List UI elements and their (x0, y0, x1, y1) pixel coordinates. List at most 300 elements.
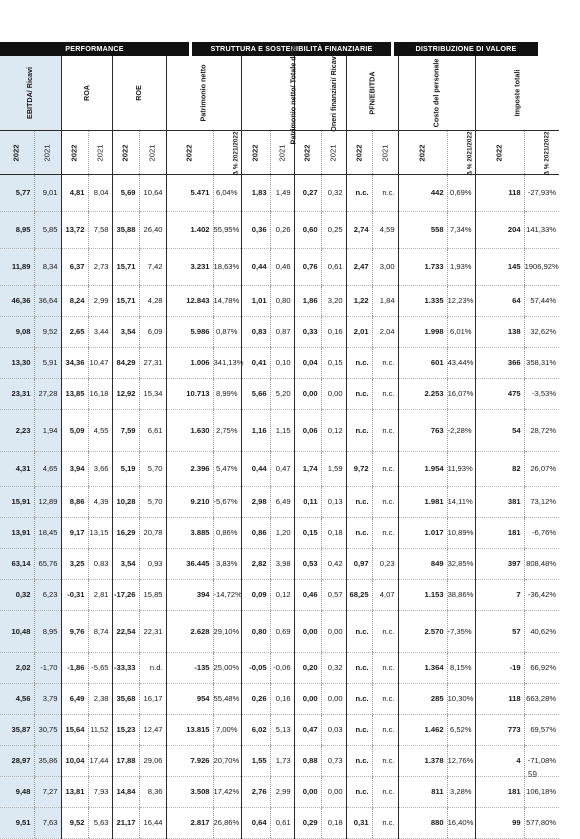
table-cell: n.c. (372, 517, 398, 548)
table-cell: 118 (475, 174, 524, 211)
table-cell: n.c. (372, 347, 398, 378)
metric-roa (61, 56, 112, 130)
table-cell: 0,15 (294, 517, 321, 548)
year-label: 2022 (120, 144, 130, 161)
table-cell: 1.630 (166, 409, 213, 451)
table-cell: 3.885 (166, 517, 213, 548)
metric-pn-debiti (241, 41, 297, 145)
table-cell: -19 (475, 652, 524, 683)
table-cell: 7 (475, 579, 524, 610)
year-label: 2022 (69, 144, 79, 161)
group-struttura: STRUTTURA E SOSTENIBILITÀ FINANZIARIE (192, 42, 391, 56)
table-cell: 1.335 (398, 285, 447, 316)
table-cell: 808,48% (524, 548, 559, 579)
table-cell: 11,52 (88, 714, 112, 745)
table-cell: 7,00% (213, 714, 241, 745)
table-cell: 0,15 (321, 347, 346, 378)
table-cell: 0,47 (270, 451, 294, 486)
table-cell: n.c. (372, 378, 398, 409)
table-cell: -14,72% (213, 579, 241, 610)
table-cell: 0,25 (321, 211, 346, 248)
table-cell: 82 (475, 451, 524, 486)
table-row (0, 776, 559, 807)
table-cell: 0,33 (294, 316, 321, 347)
table-cell: 12,47 (139, 714, 166, 745)
table-cell: 3,20 (321, 285, 346, 316)
table-row (0, 409, 559, 451)
table-cell: 0,83 (241, 316, 270, 347)
table-cell: 0,36 (241, 211, 270, 248)
table-cell: 35,87 (0, 714, 34, 745)
table-cell: 8,34 (34, 248, 61, 285)
table-cell: 1.017 (398, 517, 447, 548)
table-cell: 25,00% (213, 652, 241, 683)
table-cell: 1,86 (294, 285, 321, 316)
table-cell: 0,41 (241, 347, 270, 378)
table-cell: -1,86 (61, 652, 88, 683)
table-cell: 5,91 (34, 347, 61, 378)
table-cell: 381 (475, 486, 524, 517)
table-cell: 35,86 (34, 745, 61, 776)
table-cell: 28,97 (0, 745, 34, 776)
table-cell: 12.843 (166, 285, 213, 316)
table-cell: n.c. (372, 683, 398, 714)
table-cell: n.c. (346, 776, 372, 807)
year-label: 2021 (328, 144, 338, 161)
table-cell: 0,88 (294, 745, 321, 776)
table-cell: 16,07% (447, 378, 475, 409)
table-cell: 55,95% (213, 211, 241, 248)
year-label: 2022 (11, 144, 21, 161)
table-cell: 1906,92% (524, 248, 559, 285)
table-cell: 0,00 (294, 776, 321, 807)
metric-ebitda (0, 56, 61, 130)
table-cell: 0,00 (321, 378, 346, 409)
table-cell: 1.733 (398, 248, 447, 285)
table-cell: 13,91 (0, 517, 34, 548)
table-cell: 285 (398, 683, 447, 714)
table-cell: 22,31 (139, 610, 166, 652)
table-cell: 3,28% (447, 776, 475, 807)
table-cell: 145 (475, 248, 524, 285)
table-cell: 1,73 (270, 745, 294, 776)
table-cell: 0,00 (321, 683, 346, 714)
table-cell: 3.231 (166, 248, 213, 285)
table-row (0, 378, 559, 409)
table-cell: 15,64 (61, 714, 88, 745)
table-cell: 15,91 (0, 486, 34, 517)
table-cell: 3,66 (88, 451, 112, 486)
year-label: 2022 (302, 144, 312, 161)
table-cell: 0,00 (321, 776, 346, 807)
table-cell: 10,48 (0, 610, 34, 652)
table-cell: 20,78 (139, 517, 166, 548)
table-cell: 17,42% (213, 776, 241, 807)
year-label: 2022 (184, 144, 194, 161)
performance-table-sheet (0, 41, 559, 839)
table-cell: 1,74 (294, 451, 321, 486)
table-cell: 13,15 (88, 517, 112, 548)
year-header-cell (0, 130, 34, 174)
table-cell: 8,36 (139, 776, 166, 807)
table-cell: 22,54 (112, 610, 139, 652)
table-cell: 13,81 (61, 776, 88, 807)
year-label: Δ % 2021/2022 (543, 130, 551, 176)
metric-roa-label: ROA (81, 85, 91, 102)
table-cell: 63,14 (0, 548, 34, 579)
table-cell: n.c. (372, 714, 398, 745)
metric-pfn (346, 56, 398, 130)
table-cell: 8,99% (213, 378, 241, 409)
table-row (0, 807, 559, 838)
table-cell: 1,83 (241, 174, 270, 211)
table-cell: 6,52% (447, 714, 475, 745)
table-cell: 1.378 (398, 745, 447, 776)
table-cell: -135 (166, 652, 213, 683)
table-cell: 6,37 (61, 248, 88, 285)
table-cell: 6,49 (270, 486, 294, 517)
table-cell: 32,85% (447, 548, 475, 579)
table-cell: 0,61 (270, 807, 294, 838)
table-cell: n.c. (346, 409, 372, 451)
table-cell: 15,23 (112, 714, 139, 745)
table-cell: 9,08 (0, 316, 34, 347)
table-cell: 0,18 (321, 517, 346, 548)
table-cell: n.c. (346, 714, 372, 745)
table-cell: 3,83% (213, 548, 241, 579)
table-cell: 69,57% (524, 714, 559, 745)
year-header-cell (372, 130, 398, 174)
table-cell: 16,44 (139, 807, 166, 838)
table-cell: 8,95 (34, 610, 61, 652)
table-cell: 0,00 (294, 378, 321, 409)
table-cell: n.c. (372, 409, 398, 451)
table-cell: 1.462 (398, 714, 447, 745)
year-header-cell (88, 130, 112, 174)
table-cell: 17,88 (112, 745, 139, 776)
table-cell: 18,63% (213, 248, 241, 285)
table-row (0, 316, 559, 347)
table-cell: 0,31 (346, 807, 372, 838)
metric-ebitda-label: EBITDA/ Ricavi (25, 67, 35, 120)
table-row (0, 745, 559, 776)
table-cell: 3,44 (88, 316, 112, 347)
table-cell: 358,31% (524, 347, 559, 378)
metric-patrimonio-netto (166, 56, 241, 130)
table-cell: -0,06 (270, 652, 294, 683)
table-cell: 8,95 (0, 211, 34, 248)
table-cell: 2,81 (88, 579, 112, 610)
table-cell: n.c. (372, 652, 398, 683)
table-cell: 849 (398, 548, 447, 579)
table-cell: 341,13% (213, 347, 241, 378)
table-cell: 6,61 (139, 409, 166, 451)
table-cell: 2,98 (241, 486, 270, 517)
table-cell: 5,66 (241, 378, 270, 409)
table-cell: 1,22 (346, 285, 372, 316)
table-cell: 0,03 (321, 714, 346, 745)
table-cell: 0,86 (241, 517, 270, 548)
year-label: Δ % 2021/2022 (466, 130, 474, 176)
year-header-cell (112, 130, 139, 174)
table-cell: 13.815 (166, 714, 213, 745)
table-cell: 4,81 (61, 174, 88, 211)
table-cell: 11,93% (447, 451, 475, 486)
table-cell: 2,65 (61, 316, 88, 347)
table-cell: -17,26 (112, 579, 139, 610)
table-cell: 0,32 (321, 652, 346, 683)
table-cell: 0,16 (321, 316, 346, 347)
table-cell: 26,40 (139, 211, 166, 248)
table-cell: 1,20 (270, 517, 294, 548)
table-cell: 5,85 (34, 211, 61, 248)
table-cell: 0,00 (294, 683, 321, 714)
table-cell: 13,85 (61, 378, 88, 409)
table-cell: n.c. (346, 347, 372, 378)
table-cell: 2.253 (398, 378, 447, 409)
table-cell: 2,23 (0, 409, 34, 451)
table-cell: 27,28 (34, 378, 61, 409)
table-cell: 5,69 (112, 174, 139, 211)
table-cell: n.c. (346, 517, 372, 548)
table-cell: 35,68 (112, 683, 139, 714)
table-cell: -5,67% (213, 486, 241, 517)
metric-personale-label: Costo del personale (431, 58, 441, 128)
table-cell: 36.445 (166, 548, 213, 579)
table-cell: 0,69% (447, 174, 475, 211)
table-cell: 0,44 (241, 451, 270, 486)
table-cell: 10,64 (139, 174, 166, 211)
table-cell: 2,74 (346, 211, 372, 248)
table-cell: n.c. (346, 683, 372, 714)
table-cell: 0,12 (321, 409, 346, 451)
table-cell: 11,89 (0, 248, 34, 285)
metric-imposte-label: Imposte totali (512, 69, 522, 117)
table-cell: 2,75% (213, 409, 241, 451)
table-cell: n.c. (372, 451, 398, 486)
year-label: 2021 (277, 144, 287, 161)
year-header-cell (321, 130, 346, 174)
table-cell: 15,34 (139, 378, 166, 409)
table-cell: 811 (398, 776, 447, 807)
table-cell: 9,48 (0, 776, 34, 807)
group-performance: PERFORMANCE (0, 42, 189, 56)
table-cell: n.c. (372, 610, 398, 652)
table-cell: 3,79 (34, 683, 61, 714)
table-cell: 8,74 (88, 610, 112, 652)
table-cell: 5.471 (166, 174, 213, 211)
metric-oneri (294, 56, 346, 130)
year-header-cell (294, 130, 321, 174)
table-cell: 1.981 (398, 486, 447, 517)
table-cell: 118 (475, 683, 524, 714)
table-cell: 0,32 (0, 579, 34, 610)
table-cell: 5.986 (166, 316, 213, 347)
table-cell: 0,26 (270, 211, 294, 248)
table-cell: 394 (166, 579, 213, 610)
table-cell: 0,80 (270, 285, 294, 316)
table-cell: -0,05 (241, 652, 270, 683)
table-cell: 4,31 (0, 451, 34, 486)
table-cell: 1.153 (398, 579, 447, 610)
table-cell: 5,13 (270, 714, 294, 745)
table-cell: 35,88 (112, 211, 139, 248)
table-cell: 5,20 (270, 378, 294, 409)
table-cell: 34,36 (61, 347, 88, 378)
table-cell: 2,73 (88, 248, 112, 285)
table-cell: 0,97 (346, 548, 372, 579)
table-cell: 9.210 (166, 486, 213, 517)
table-cell: -27,93% (524, 174, 559, 211)
table-cell: 3,00 (372, 248, 398, 285)
metric-pn-debiti-label: Patrimonio netto/ Totale debiti (287, 41, 297, 145)
table-cell: 10.713 (166, 378, 213, 409)
table-cell: 15,85 (139, 579, 166, 610)
table-cell: 0,57 (321, 579, 346, 610)
year-header-cell (61, 130, 88, 174)
table-cell: 0,83 (88, 548, 112, 579)
table-cell: 0,80 (241, 610, 270, 652)
table-cell: n.c. (346, 174, 372, 211)
table-cell: 4,65 (34, 451, 61, 486)
table-cell: 7,63 (34, 807, 61, 838)
table-cell: 7,93 (88, 776, 112, 807)
table-row (0, 683, 559, 714)
table-cell: 6,09 (139, 316, 166, 347)
table-cell: 1,49 (270, 174, 294, 211)
table-cell: n.c. (372, 807, 398, 838)
table-cell: -0,31 (61, 579, 88, 610)
table-cell: 0,42 (321, 548, 346, 579)
table-cell: n.c. (346, 610, 372, 652)
table-cell: 16,18 (88, 378, 112, 409)
table-cell: n.c. (346, 378, 372, 409)
table-cell: 0,27 (294, 174, 321, 211)
table-cell: 20,70% (213, 745, 241, 776)
table-cell: 64 (475, 285, 524, 316)
table-row (0, 347, 559, 378)
table-cell: 5,09 (61, 409, 88, 451)
table-cell: 8,15% (447, 652, 475, 683)
table-cell: 366 (475, 347, 524, 378)
table-cell: -6,76% (524, 517, 559, 548)
table-cell: n.c. (346, 652, 372, 683)
table-cell: 0,29 (294, 807, 321, 838)
table-cell: 6,04% (213, 174, 241, 211)
table-cell: 1,15 (270, 409, 294, 451)
table-cell: 14,84 (112, 776, 139, 807)
table-cell: n.c. (346, 486, 372, 517)
table-cell: 1,94 (34, 409, 61, 451)
table-cell: 21,17 (112, 807, 139, 838)
table-row (0, 248, 559, 285)
table-cell: 0,09 (241, 579, 270, 610)
table-cell: 138 (475, 316, 524, 347)
table-cell: 7,27 (34, 776, 61, 807)
table-cell: 0,87 (270, 316, 294, 347)
table-cell: 99 (475, 807, 524, 838)
table-cell: 1,93% (447, 248, 475, 285)
table-cell: n.c. (372, 745, 398, 776)
year-header-cell (213, 130, 241, 174)
table-cell: 0,73 (321, 745, 346, 776)
table-cell: 14,11% (447, 486, 475, 517)
table-cell: 5,77 (0, 174, 34, 211)
table-cell: 0,10 (270, 347, 294, 378)
table-cell: 3.508 (166, 776, 213, 807)
table-cell: 8,86 (61, 486, 88, 517)
table-cell: 0,23 (372, 548, 398, 579)
table-row (0, 652, 559, 683)
table-cell: -3,53% (524, 378, 559, 409)
table-cell: 12,89 (34, 486, 61, 517)
table-cell: 0,13 (321, 486, 346, 517)
table-cell: 2,47 (346, 248, 372, 285)
table-cell: 18,45 (34, 517, 61, 548)
year-header-cell (166, 130, 213, 174)
table-cell: 0,16 (270, 683, 294, 714)
table-cell: n.c. (346, 745, 372, 776)
table-cell: 55,48% (213, 683, 241, 714)
table-cell: 4,55 (88, 409, 112, 451)
year-header-cell (346, 130, 372, 174)
table-cell: 3,54 (112, 316, 139, 347)
year-label: 2021 (147, 144, 157, 161)
table-cell: 1.998 (398, 316, 447, 347)
year-label: 2021 (42, 144, 52, 161)
table-row (0, 486, 559, 517)
metric-oneri-label: Oneri finanziari/ Ricavi (328, 54, 338, 132)
metric-patrimonio-netto-label: Patrimonio netto (198, 64, 208, 122)
table-cell: 181 (475, 517, 524, 548)
table-cell: 6,49 (61, 683, 88, 714)
table-cell: 5,63 (88, 807, 112, 838)
table-cell: 0,44 (241, 248, 270, 285)
table-cell: 181 (475, 776, 524, 807)
table-cell: 30,75 (34, 714, 61, 745)
table-row (0, 548, 559, 579)
table-cell: -1,70 (34, 652, 61, 683)
table-cell: 16,29 (112, 517, 139, 548)
table-cell: 10,04 (61, 745, 88, 776)
year-header-cell (447, 130, 475, 174)
table-cell: 0,64 (241, 807, 270, 838)
table-cell: 1.402 (166, 211, 213, 248)
table-cell: 3,25 (61, 548, 88, 579)
table-cell: 7,58 (88, 211, 112, 248)
table-cell: 12,92 (112, 378, 139, 409)
table-cell: 10,47 (88, 347, 112, 378)
year-label: 2022 (250, 144, 260, 161)
table-cell: 0,06 (294, 409, 321, 451)
table-cell: n.c. (372, 174, 398, 211)
table-cell: 3,98 (270, 548, 294, 579)
table-cell: 16,17 (139, 683, 166, 714)
year-header-cell (34, 130, 61, 174)
table-cell: 4,56 (0, 683, 34, 714)
table-cell: 1,55 (241, 745, 270, 776)
group-distribuzione: DISTRIBUZIONE DI VALORE (394, 42, 538, 56)
year-header-cell (241, 130, 270, 174)
table-row (0, 285, 559, 316)
table-cell: 46,36 (0, 285, 34, 316)
table-row (0, 174, 559, 211)
table-cell: 141,33% (524, 211, 559, 248)
table-cell: 0,46 (294, 579, 321, 610)
table-cell: 773 (475, 714, 524, 745)
table-cell: -71,08% (524, 745, 559, 776)
table-cell: 577,80% (524, 807, 559, 838)
